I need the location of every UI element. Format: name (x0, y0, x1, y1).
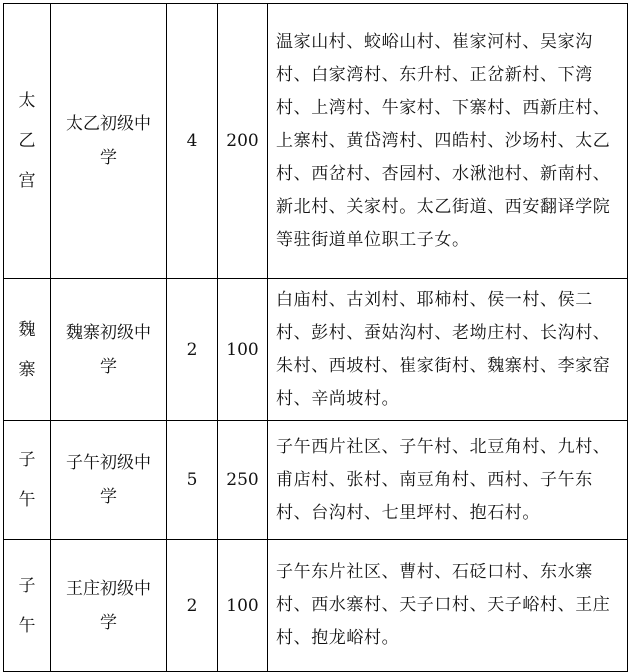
table-row (4, 421, 628, 540)
table-row (4, 4, 628, 279)
town-char: 子 (18, 450, 36, 470)
town-char: 午 (18, 490, 36, 510)
service-area-cell: 温家山村、蛟峪山村、崔家河村、吴家沟村、白家湾村、东升村、正岔新村、下湾村、上湾村、牛家村、下寨村、西新庄村、上寨村、黄岱湾村、四皓村、沙场村、太乙村、西岔村、杏园村、水湫池村、新南村、新北村、关家村。太乙街道、西安翻译学院等驻街道单位职工子女。 (268, 4, 628, 279)
service-area-cell: 白庙村、古刘村、耶柿村、侯一村、侯二村、彭村、蚕姑沟村、老坳庄村、长沟村、朱村、西坡村、崔家街村、魏寨村、李家窑村、辛尚坡村。 (268, 279, 628, 421)
town-cell (4, 421, 51, 540)
town-char: 宫 (18, 171, 36, 191)
town-char: 太 (18, 91, 36, 111)
service-area-cell: 子午东片社区、曹村、石砭口村、东水寨村、西水寨村、天子口村、天子峪村、王庄村、抱龙峪村。 (268, 540, 628, 672)
classes-cell: 5 (167, 421, 218, 540)
table-row (4, 540, 628, 672)
town-char: 魏 (18, 319, 36, 340)
school-cell: 魏寨初级中学 (51, 279, 167, 421)
town-char: 子 (18, 575, 36, 596)
school-cell: 太乙初级中学 (51, 4, 167, 279)
quota-cell: 250 (218, 421, 268, 540)
town-cell (4, 4, 51, 279)
school-cell: 王庄初级中学 (51, 540, 167, 672)
quota-cell: 100 (218, 540, 268, 672)
town-cell (4, 540, 51, 672)
classes-cell: 2 (167, 279, 218, 421)
classes-cell: 4 (167, 4, 218, 279)
school-cell: 子午初级中学 (51, 421, 167, 540)
town-char: 乙 (18, 131, 36, 151)
school-district-table (3, 3, 628, 672)
town-char: 午 (18, 615, 36, 636)
quota-cell: 100 (218, 279, 268, 421)
town-cell (4, 279, 51, 421)
quota-cell: 200 (218, 4, 268, 279)
town-char: 寨 (18, 359, 36, 380)
table-row (4, 279, 628, 421)
classes-cell: 2 (167, 540, 218, 672)
service-area-cell: 子午西片社区、子午村、北豆角村、九村、甫店村、张村、南豆角村、西村、子午东村、台沟村、七里坪村、抱石村。 (268, 421, 628, 540)
